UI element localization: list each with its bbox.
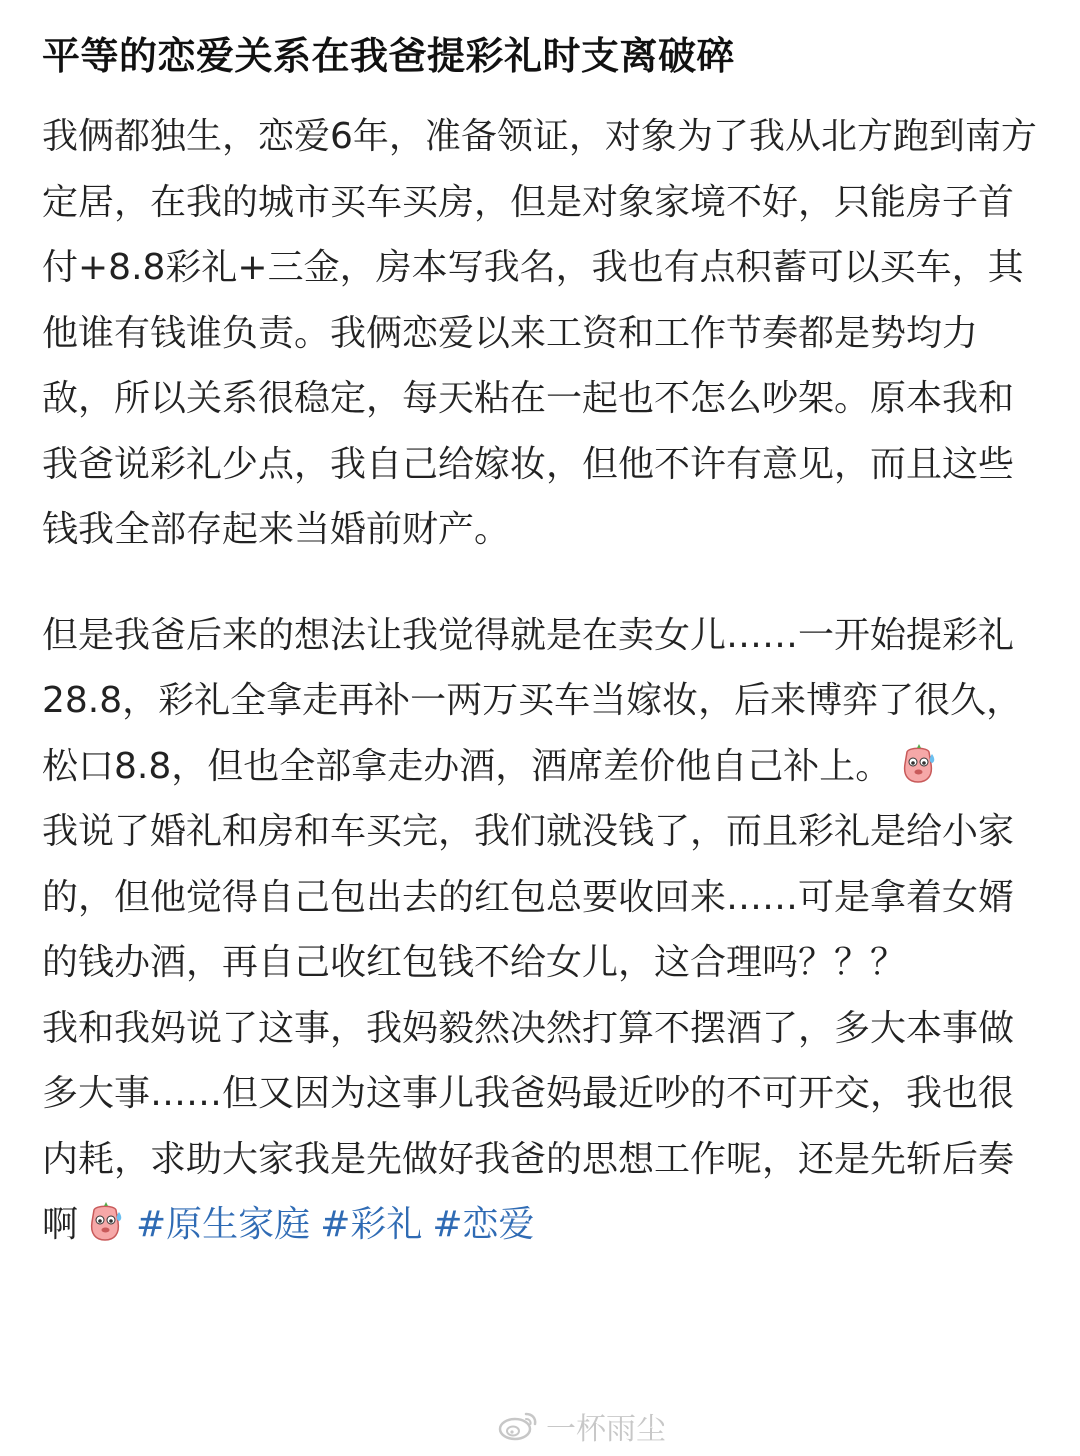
post-paragraph-4 (42, 996, 1042, 1258)
weibo-watermark (498, 1404, 666, 1448)
watermark-username: 一杯雨尘 (546, 1412, 666, 1447)
post-body (42, 104, 1042, 1258)
post-paragraph-3: 我说了婚礼和房和车买完，我们就没钱了，而且彩礼是给小家的，但他觉得自己包出去的红包总要收回来……可是拿着女婿的钱办酒，再自己收红包钱不给女儿，这合理吗？？？ (42, 811, 1015, 983)
paragraph-spacer (42, 563, 1042, 603)
sweat-face-emoji-icon (897, 744, 939, 784)
hashtag-link[interactable]: #恋爱 (432, 1204, 535, 1245)
hashtag-link[interactable]: #彩礼 (320, 1204, 423, 1245)
hashtag-link[interactable]: #原生家庭 (136, 1204, 311, 1245)
hashtag-list (126, 1204, 535, 1245)
post-paragraph-1: 我俩都独生，恋爱6年，准备领证，对象为了我从北方跑到南方定居，在我的城市买车买房，但是对象家境不好，只能房子首付+8.8彩礼+三金，房本写我名，我也有点积蓄可以买车，其他谁有钱谁负责。我俩恋爱以来工资和工作节奏都是势均力敌，所以关系很稳定，每天粘在一起也不怎么吵架。原本我和我爸说彩礼少点，我自己给嫁妆，但他不许有意见，而且这些钱我全部存起来当婚前财产。 (42, 116, 1037, 550)
post-title: 平等的恋爱关系在我爸提彩礼时支离破碎 (42, 34, 736, 78)
post-paragraph-4-text: 我和我妈说了这事，我妈毅然决然打算不摆酒了，多大本事做多大事……但又因为这事儿我爸妈最近吵的不可开交，我也很内耗，求助大家我是先做好我爸的思想工作呢，还是先斩后奏啊 (42, 1007, 1015, 1245)
weibo-logo-icon (498, 1410, 538, 1442)
sweat-face-emoji-icon (84, 1202, 126, 1242)
post-paragraph-2 (42, 603, 1042, 800)
post-paragraph-2-text: 但是我爸后来的想法让我觉得就是在卖女儿……一开始提彩礼28.8，彩礼全拿走再补一两万买车当嫁妆，后来博弈了很久，松口8.8，但也全部拿走办酒，酒席差价他自己补上。 (42, 614, 1023, 787)
